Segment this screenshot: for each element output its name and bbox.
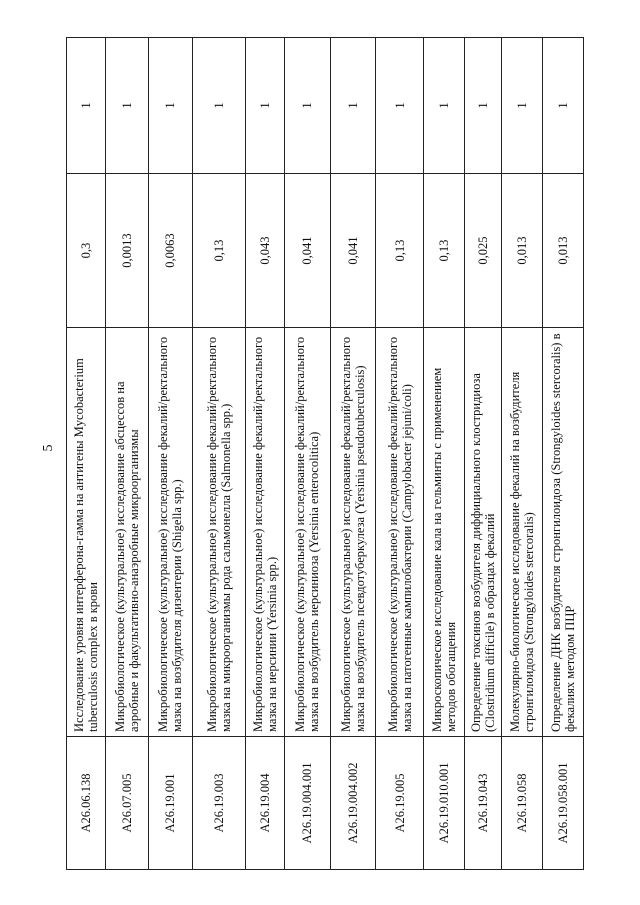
frequency-cell: 0,13: [424, 174, 464, 328]
code-cell: A26.19.004: [245, 737, 284, 870]
name-cell: Микробиологическое (культуральное) исследование фекалий/ректального мазка на возбудитель псевдотуберкулеза (Yersinia pseudotuberculosis): [330, 328, 376, 737]
services-table: [66, 37, 584, 870]
code-cell: A26.19.001: [149, 737, 193, 870]
multiplicity-cell: 1: [106, 38, 149, 174]
name-cell: Микроскопическое исследование кала на гельминты с применением методов обогащения: [424, 328, 464, 737]
table-row: [330, 38, 376, 870]
multiplicity-cell: 1: [330, 38, 376, 174]
multiplicity-cell: 1: [245, 38, 284, 174]
code-cell: A26.19.043: [464, 737, 501, 870]
frequency-cell: 0,025: [464, 174, 501, 328]
frequency-cell: 0,013: [543, 174, 584, 328]
name-cell: Определение токсинов возбудителя диффициального клостридиоза (Clostridium difficile) в образцах фекалий: [464, 328, 501, 737]
multiplicity-cell: 1: [376, 38, 424, 174]
code-cell: A26.19.058.001: [543, 737, 584, 870]
frequency-cell: 0,043: [245, 174, 284, 328]
rotated-table-wrapper: [66, 38, 584, 870]
table-row: [424, 38, 464, 870]
name-cell: Определение ДНК возбудителя стронгилоидоза (Strongyloides stercoralis) в фекалиях методом ПЦР: [543, 328, 584, 737]
table-row: [543, 38, 584, 870]
table-row: [106, 38, 149, 870]
code-cell: A26.19.004.001: [284, 737, 330, 870]
multiplicity-cell: 1: [543, 38, 584, 174]
name-cell: Микробиологическое (культуральное) исследование фекалий/ректального мазка на возбудитель иерсиниоза (Yersinia enterocolitica): [284, 328, 330, 737]
name-cell: Исследование уровня интерферона-гамма на антигены Mycobacterium tuberculosis complex в крови: [67, 328, 106, 737]
name-cell: Микробиологическое (культуральное) исследование фекалий/ректального мазка на иерсинии (Yersinia spp.): [245, 328, 284, 737]
frequency-cell: 0,13: [192, 174, 245, 328]
multiplicity-cell: 1: [192, 38, 245, 174]
table-row: [501, 38, 543, 870]
table-row: [464, 38, 501, 870]
code-cell: A26.19.058: [501, 737, 543, 870]
table-row: [376, 38, 424, 870]
frequency-cell: 0,0013: [106, 174, 149, 328]
multiplicity-cell: 1: [501, 38, 543, 174]
name-cell: Микробиологическое (культуральное) исследование фекалий/ректального мазка на микроорганизмы рода сальмонелла (Salmonella spp.): [192, 328, 245, 737]
table-row: [149, 38, 193, 870]
code-cell: A26.07.005: [106, 737, 149, 870]
name-cell: Молекулярно-биологическое исследование фекалий на возбудителя стронгилоидоза (Strongyloides stercoralis): [501, 328, 543, 737]
table-row: [245, 38, 284, 870]
code-cell: A26.19.003: [192, 737, 245, 870]
multiplicity-cell: 1: [149, 38, 193, 174]
table-row: [67, 38, 106, 870]
name-cell: Микробиологическое (культуральное) исследование фекалий/ректального мазка на патогенные кампилобактерии (Campylobacter jejuni/coli): [376, 328, 424, 737]
table-row: [284, 38, 330, 870]
code-cell: A26.19.004.002: [330, 737, 376, 870]
frequency-cell: 0,0063: [149, 174, 193, 328]
page-number: 5: [41, 444, 56, 452]
name-cell: Микробиологическое (культуральное) исследование абсцессов на аэробные и факультативно-анаэробные микроорганизмы: [106, 328, 149, 737]
multiplicity-cell: 1: [67, 38, 106, 174]
code-cell: A26.06.138: [67, 737, 106, 870]
frequency-cell: 0,3: [67, 174, 106, 328]
multiplicity-cell: 1: [424, 38, 464, 174]
frequency-cell: 0,041: [330, 174, 376, 328]
code-cell: A26.19.005: [376, 737, 424, 870]
frequency-cell: 0,041: [284, 174, 330, 328]
multiplicity-cell: 1: [284, 38, 330, 174]
frequency-cell: 0,013: [501, 174, 543, 328]
code-cell: A26.19.010.001: [424, 737, 464, 870]
frequency-cell: 0,13: [376, 174, 424, 328]
multiplicity-cell: 1: [464, 38, 501, 174]
services-table-body: [67, 38, 584, 870]
table-row: [192, 38, 245, 870]
name-cell: Микробиологическое (культуральное) исследование фекалий/ректального мазка на возбудителя дизентерии (Shigella spp.): [149, 328, 193, 737]
